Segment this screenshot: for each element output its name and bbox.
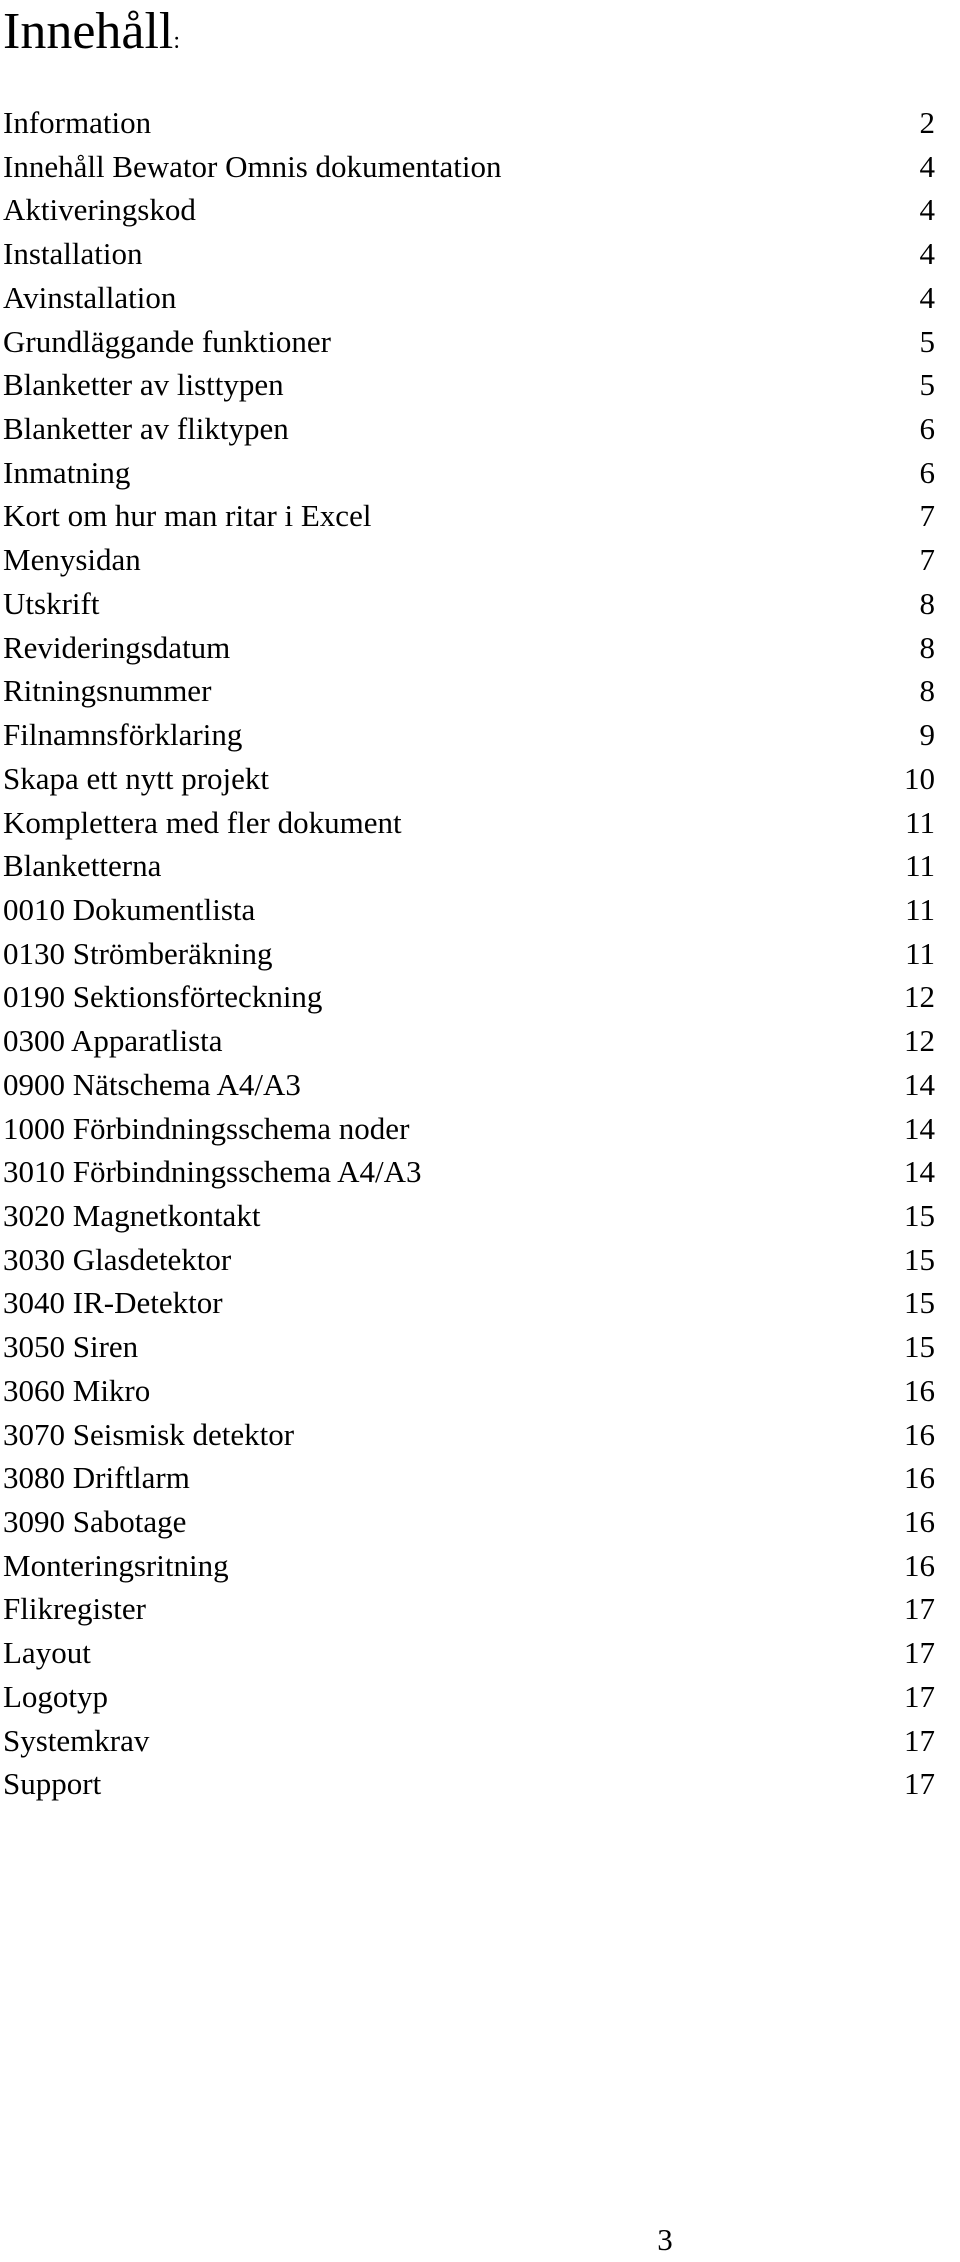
toc-entry-title: 3080 Driftlarm bbox=[3, 1460, 190, 1496]
toc-entry[interactable] bbox=[3, 407, 935, 451]
toc-entry-title: Komplettera med fler dokument bbox=[3, 804, 402, 840]
toc-entry[interactable] bbox=[3, 1238, 935, 1282]
toc-entry-page-number: 4 bbox=[919, 192, 935, 228]
toc-entry-title: Menysidan bbox=[3, 542, 141, 578]
toc-entry[interactable] bbox=[3, 1413, 935, 1457]
toc-entry[interactable] bbox=[3, 669, 935, 713]
toc-entry-page-number: 7 bbox=[919, 498, 935, 534]
toc-entry[interactable] bbox=[3, 538, 935, 582]
toc-entry-title: Filnamnsförklaring bbox=[3, 717, 243, 753]
toc-entry[interactable] bbox=[3, 975, 935, 1019]
toc-entry-title: Support bbox=[3, 1766, 102, 1802]
toc-entry[interactable] bbox=[3, 494, 935, 538]
toc-entry[interactable] bbox=[3, 626, 935, 670]
toc-entry[interactable] bbox=[3, 1107, 935, 1151]
toc-entry-title: Information bbox=[3, 105, 152, 140]
toc-entry-page-number: 4 bbox=[919, 148, 935, 184]
toc-entry-page-number: 15 bbox=[904, 1241, 935, 1277]
toc-entry-title: Avinstallation bbox=[3, 279, 177, 315]
toc-entry-title: 3020 Magnetkontakt bbox=[3, 1197, 261, 1233]
toc-entry-page-number: 8 bbox=[919, 629, 935, 665]
toc-entry-page-number: 5 bbox=[919, 323, 935, 359]
toc-entry[interactable] bbox=[3, 1063, 935, 1107]
page-title-text: Innehåll bbox=[3, 3, 174, 60]
toc-entry-page-number: 11 bbox=[905, 848, 935, 884]
toc-entry-page-number: 16 bbox=[904, 1460, 935, 1496]
toc-entry-title: Blanketter av fliktypen bbox=[3, 411, 289, 447]
toc-entry-page-number: 17 bbox=[904, 1766, 935, 1802]
toc-entry-page-number: 16 bbox=[904, 1547, 935, 1583]
toc-entry[interactable] bbox=[3, 363, 935, 407]
toc-entry-page-number: 11 bbox=[905, 804, 935, 840]
toc-entry-page-number: 14 bbox=[904, 1066, 935, 1102]
toc-entry-title: Logotyp bbox=[3, 1678, 109, 1714]
toc-entry[interactable] bbox=[3, 320, 935, 364]
toc-entry-page-number: 4 bbox=[919, 279, 935, 315]
toc-entry-page-number: 16 bbox=[904, 1372, 935, 1408]
toc-entry[interactable] bbox=[3, 801, 935, 845]
toc-entry-title: 3050 Siren bbox=[3, 1329, 139, 1365]
toc-entry-title: Kort om hur man ritar i Excel bbox=[3, 498, 372, 534]
toc-entry[interactable] bbox=[3, 1762, 935, 1806]
toc-entry-page-number: 10 bbox=[904, 760, 935, 796]
toc-entry-title: 3060 Mikro bbox=[3, 1372, 151, 1408]
toc-entry[interactable] bbox=[3, 713, 935, 757]
toc-entry-page-number: 17 bbox=[904, 1678, 935, 1714]
toc-entry[interactable] bbox=[3, 188, 935, 232]
toc-entry-page-number: 7 bbox=[919, 542, 935, 578]
toc-entry-title: Layout bbox=[3, 1635, 91, 1671]
toc-entry-title: Blanketter av listtypen bbox=[3, 367, 284, 403]
toc-entry-title: Ritningsnummer bbox=[3, 673, 212, 709]
page-number: 3 bbox=[657, 2222, 673, 2257]
toc-entry-page-number: 6 bbox=[919, 411, 935, 447]
toc-entry[interactable] bbox=[3, 932, 935, 976]
toc-entry-page-number: 9 bbox=[919, 717, 935, 753]
toc-entry-page-number: 12 bbox=[904, 1023, 935, 1059]
toc-entry-page-number: 17 bbox=[904, 1635, 935, 1671]
toc-entry-title: Monteringsritning bbox=[3, 1547, 229, 1583]
toc-entry-page-number: 16 bbox=[904, 1504, 935, 1539]
toc-entry-title: Grundläggande funktioner bbox=[3, 323, 331, 359]
toc-entry-page-number: 14 bbox=[904, 1110, 935, 1146]
toc-entry-page-number: 2 bbox=[919, 105, 935, 140]
toc-entry-page-number: 15 bbox=[904, 1197, 935, 1233]
toc-entry[interactable] bbox=[3, 1500, 935, 1544]
toc-entry-page-number: 5 bbox=[919, 367, 935, 403]
toc-entry[interactable] bbox=[3, 1456, 935, 1500]
toc-entry-page-number: 15 bbox=[904, 1329, 935, 1365]
toc-entry-title: Systemkrav bbox=[3, 1722, 150, 1758]
toc-entry-title: 0300 Apparatlista bbox=[3, 1023, 223, 1059]
toc-entry-page-number: 8 bbox=[919, 585, 935, 621]
page-title-colon: : bbox=[173, 28, 181, 54]
toc-entry-title: Innehåll Bewator Omnis dokumentation bbox=[3, 148, 502, 184]
toc-entry[interactable] bbox=[3, 101, 935, 145]
toc-entry-title: 1000 Förbindningsschema noder bbox=[3, 1110, 410, 1146]
toc-entry-page-number: 8 bbox=[919, 673, 935, 709]
toc-entry-title: 0190 Sektionsförteckning bbox=[3, 979, 323, 1015]
toc-entry-page-number: 17 bbox=[904, 1722, 935, 1758]
toc-entry-title: Revideringsdatum bbox=[3, 629, 231, 665]
toc-entry[interactable] bbox=[3, 1544, 935, 1588]
toc-entry[interactable] bbox=[3, 232, 935, 276]
toc-entry-title: 3070 Seismisk detektor bbox=[3, 1416, 295, 1452]
toc-entry[interactable] bbox=[3, 1019, 935, 1063]
toc-entry[interactable] bbox=[3, 888, 935, 932]
toc-entry[interactable] bbox=[3, 1369, 935, 1413]
toc-entry-title: Skapa ett nytt projekt bbox=[3, 760, 270, 796]
toc-entry[interactable] bbox=[3, 276, 935, 320]
toc-entry-title: Blanketterna bbox=[3, 848, 162, 884]
toc-entry-title: Installation bbox=[3, 236, 143, 272]
toc-entry-title: Aktiveringskod bbox=[3, 192, 196, 228]
toc-entry-page-number: 15 bbox=[904, 1285, 935, 1321]
toc-entry-page-number: 14 bbox=[904, 1154, 935, 1190]
toc-entry[interactable] bbox=[3, 1325, 935, 1369]
toc-entry-title: 3090 Sabotage bbox=[3, 1504, 187, 1539]
toc-entry-title: 3040 IR-Detektor bbox=[3, 1285, 223, 1321]
toc-entry[interactable] bbox=[3, 1194, 935, 1238]
toc-entry-page-number: 17 bbox=[904, 1591, 935, 1627]
toc-entry-page-number: 16 bbox=[904, 1416, 935, 1452]
toc-entry[interactable] bbox=[3, 844, 935, 888]
toc-entry-page-number: 11 bbox=[905, 935, 935, 971]
toc-entry[interactable] bbox=[3, 757, 935, 801]
toc-entry-page-number: 12 bbox=[904, 979, 935, 1015]
toc-entry[interactable] bbox=[3, 582, 935, 626]
toc-entry-title: Utskrift bbox=[3, 585, 100, 621]
toc-entry-title: 0900 Nätschema A4/A3 bbox=[3, 1066, 301, 1102]
toc-entry-page-number: 6 bbox=[919, 454, 935, 490]
toc-entry[interactable] bbox=[3, 145, 935, 189]
toc-entry-title: Inmatning bbox=[3, 454, 131, 490]
toc-entry-title: 3010 Förbindningsschema A4/A3 bbox=[3, 1154, 422, 1190]
table-of-contents bbox=[3, 101, 935, 1806]
toc-entry-title: 0130 Strömberäkning bbox=[3, 935, 273, 971]
toc-entry[interactable] bbox=[3, 1587, 935, 1631]
toc-entry-title: 3030 Glasdetektor bbox=[3, 1241, 232, 1277]
toc-entry[interactable] bbox=[3, 1675, 935, 1719]
toc-entry[interactable] bbox=[3, 451, 935, 495]
toc-entry-title: Flikregister bbox=[3, 1591, 146, 1627]
toc-entry[interactable] bbox=[3, 1150, 935, 1194]
toc-entry-page-number: 11 bbox=[905, 891, 935, 927]
toc-entry-page-number: 4 bbox=[919, 236, 935, 272]
toc-entry[interactable] bbox=[3, 1631, 935, 1675]
toc-entry[interactable] bbox=[3, 1719, 935, 1763]
toc-entry[interactable] bbox=[3, 1281, 935, 1325]
page-title bbox=[3, 0, 180, 73]
toc-entry-title: 0010 Dokumentlista bbox=[3, 891, 256, 927]
